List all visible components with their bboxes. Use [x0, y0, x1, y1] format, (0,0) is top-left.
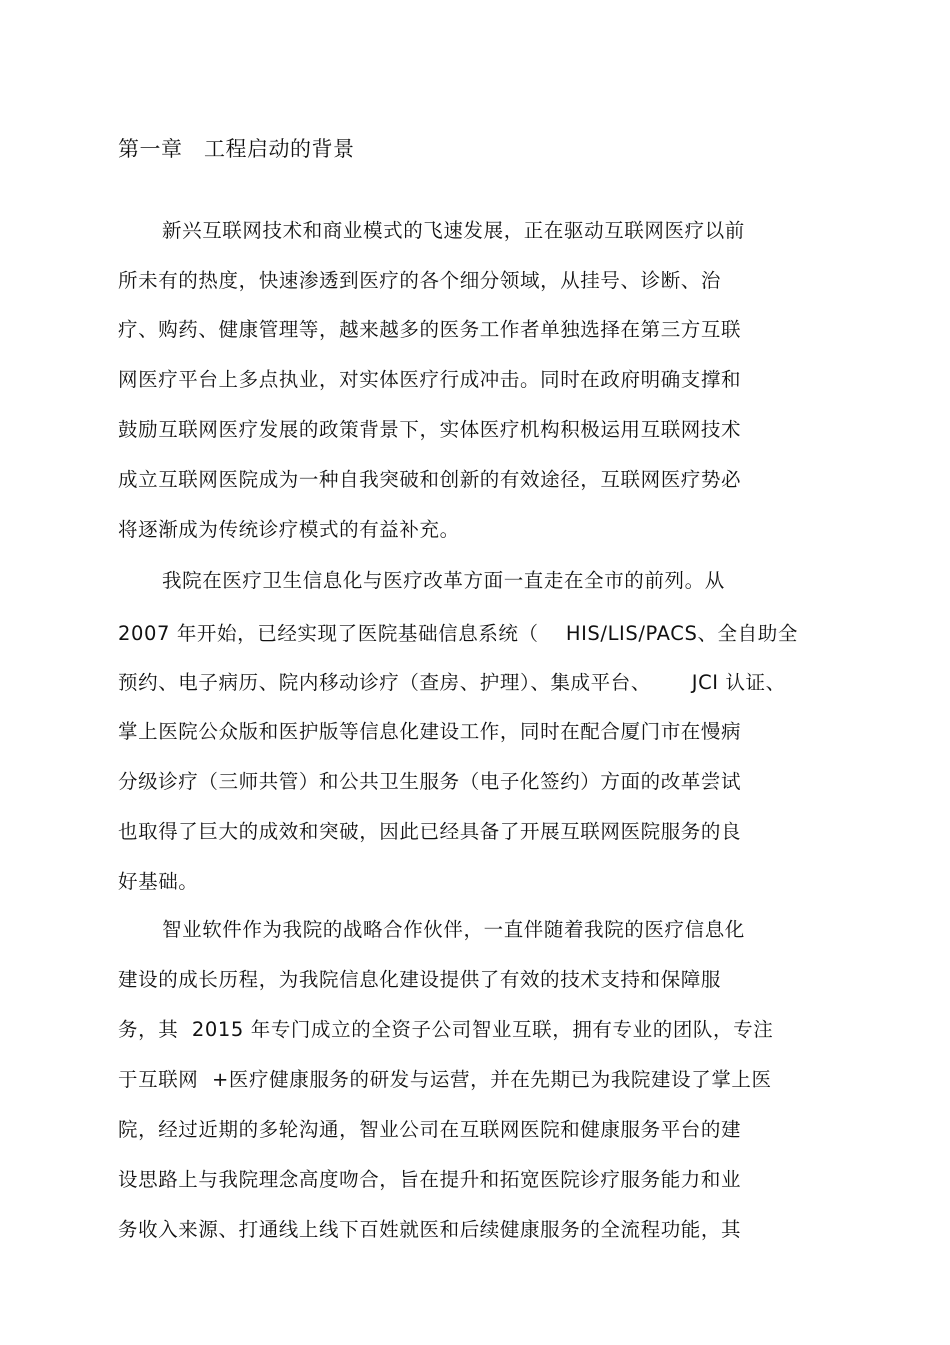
paragraph-1-line-3: 疗、购药、健康管理等，越来越多的医务工作者单独选择在第三方互联: [118, 318, 742, 341]
paragraph-3-line-3: 务，其 2015 年专门成立的全资子公司智业互联，拥有专业的团队，专注: [118, 1018, 774, 1041]
paragraph-3-line-4: 于互联网 +医疗健康服务的研发与运营，并在先期已为我院建设了掌上医: [118, 1068, 772, 1091]
paragraph-1-line-5: 鼓励互联网医疗发展的政策背景下，实体医疗机构积极运用互联网技术: [118, 418, 742, 441]
paragraph-3-line-2: 建设的成长历程，为我院信息化建设提供了有效的技术支持和保障服: [118, 968, 722, 991]
paragraph-3-line-1: 智业软件作为我院的战略合作伙伴，一直伴随着我院的医疗信息化: [162, 918, 745, 941]
paragraph-2-line-7: 好基础。: [118, 870, 199, 893]
paragraph-1-line-1: 新兴互联网技术和商业模式的飞速发展，正在驱动互联网医疗以前: [162, 219, 745, 242]
paragraph-1-line-2: 所未有的热度，快速渗透到医疗的各个细分领域，从挂号、诊断、治: [118, 269, 722, 292]
paragraph-2-line-6: 也取得了巨大的成效和突破，因此已经具备了开展互联网医院服务的良: [118, 820, 742, 843]
chapter-heading: 第一章 工程启动的背景: [118, 137, 355, 161]
paragraph-2-line-2: 2007 年开始，已经实现了医院基础信息系统（ HIS/LIS/PACS、全自助全: [118, 622, 798, 645]
paragraph-3-line-7: 务收入来源、打通线上线下百姓就医和后续健康服务的全流程功能，其: [118, 1218, 742, 1241]
paragraph-1-line-4: 网医疗平台上多点执业，对实体医疗行成冲击。同时在政府明确支撑和: [118, 368, 742, 391]
paragraph-3-line-5: 院，经过近期的多轮沟通，智业公司在互联网医院和健康服务平台的建: [118, 1118, 742, 1141]
paragraph-2-line-4: 掌上医院公众版和医护版等信息化建设工作，同时在配合厦门市在慢病: [118, 720, 742, 743]
paragraph-2-line-5: 分级诊疗（三师共管）和公共卫生服务（电子化签约）方面的改革尝试: [118, 770, 742, 793]
paragraph-1-line-6: 成立互联网医院成为一种自我突破和创新的有效途径，互联网医疗势必: [118, 468, 742, 491]
paragraph-1-line-7: 将逐渐成为传统诊疗模式的有益补充。: [118, 518, 460, 541]
paragraph-2-line-1: 我院在医疗卫生信息化与医疗改革方面一直走在全市的前列。从: [162, 569, 725, 592]
paragraph-2-line-3: 预约、电子病历、院内移动诊疗（查房、护理）、集成平台、 JCI 认证、: [118, 671, 786, 694]
paragraph-3-line-6: 设思路上与我院理念高度吻合，旨在提升和拓宽医院诊疗服务能力和业: [118, 1168, 742, 1191]
